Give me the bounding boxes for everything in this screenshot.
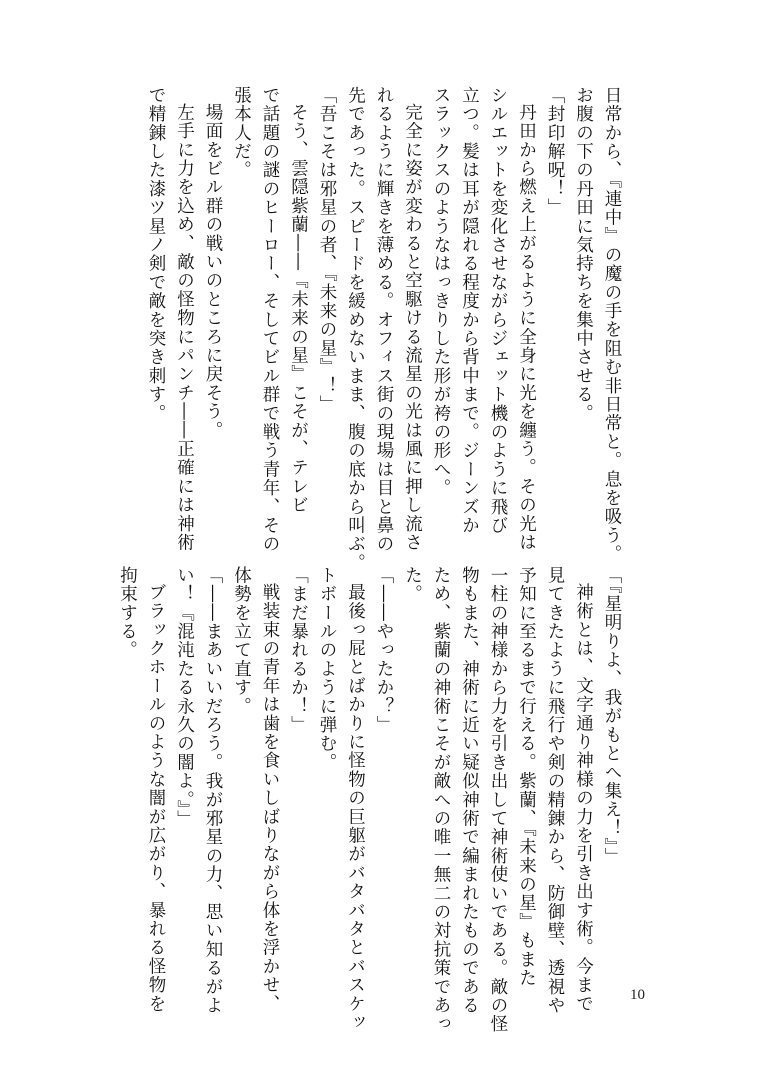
text-line: 「――まあいいだろう。我が邪星の力、思い知るがよ <box>203 566 223 1015</box>
text-line: 日常から、『連中』の魔の手を阻む非日常と。息を吸う。 <box>602 86 622 564</box>
text-line: シルエットを変化させながらジェット機のように飛び <box>488 86 508 535</box>
lower-text-block <box>113 566 626 1034</box>
text-line: 場面をビル群の戦いのところに戻そう。 <box>203 103 223 440</box>
text-line: ブラックホールのような闇が広がり、暴れる怪物を <box>146 583 166 1014</box>
text-line: 体勢を立て直す。 <box>231 566 252 716</box>
text-line: 「――やったか？」 <box>374 566 394 735</box>
text-line: 見てきたように飛行や剣の精錬から、防御壁、透視や <box>545 566 565 1015</box>
text-line: れるように輝きを薄める。オフィス街の現場は目と鼻の <box>374 86 394 554</box>
text-line: 左手に力を込め、敵の怪物にパンチ――正確には神術 <box>174 103 195 552</box>
text-line: 張本人だ。 <box>231 86 252 180</box>
text-line: 「吾こそは邪星の者、『未来の星』！」 <box>317 86 337 414</box>
text-line: 完全に姿が変わると空駆ける流星の光は風に押し流さ <box>402 103 423 552</box>
text-line: スラックスのようなはっきりした形が袴の形へ。 <box>431 86 451 498</box>
text-line: 立つ。髪は耳が隠れる程度から背中まで。ジーンズか <box>459 86 480 535</box>
text-line: ため、紫蘭の神術こそが敵への唯一無二の対抗策であっ <box>431 566 451 1034</box>
text-line: 拘束する。 <box>117 566 138 660</box>
text-line: お腹の下の丹田に気持ちを集中させる。 <box>573 86 594 423</box>
page-number: 10 <box>630 987 645 1003</box>
text-line: 丹田から燃え上がるように全身に光を纏う。その光は <box>516 103 537 552</box>
text-line: 戦装束の青年は歯を食いしばりながら体を浮かせ、 <box>260 583 280 1014</box>
text-line: トボールのように弾む。 <box>317 566 337 772</box>
text-line: 「『星明りよ、我がもとへ集え！』」 <box>602 566 622 867</box>
text-line: で話題の謎のヒーロー、そしてビル群で戦う青年、その <box>260 86 280 554</box>
text-line: 予知に至るまで行える。紫蘭、『未来の星』もまた <box>516 566 537 988</box>
text-line: 一柱の神様から力を引き出して神術使いである。敵の怪 <box>488 566 508 1034</box>
text-line: で精錬した漆ツ星ノ剣で敵を突き刺す。 <box>146 86 166 423</box>
text-line: 最後っ屁とばかりに怪物の巨躯がバタバタとバスケッ <box>345 583 366 1032</box>
text-line: 先であった。スピードを緩めないまま、腹の底から叫ぶ。 <box>345 86 366 573</box>
text-line: 「まだ暴れるか！」 <box>288 566 309 735</box>
upper-text-block <box>142 86 627 573</box>
text-line: 物もまた、神術に近い疑似神術で編まれたものである <box>459 566 480 1015</box>
text-line: い！『混沌たる永久の闇よ。』」 <box>174 566 195 829</box>
text-line: た。 <box>402 566 423 604</box>
text-line: そう、雲隠紫蘭――『未来の星』こそが、テレビ <box>288 103 309 515</box>
text-line: 神術とは、文字通り神様の力を引き出す術。今まで <box>573 583 594 1014</box>
text-line: 「封印解呪！」 <box>545 86 565 217</box>
